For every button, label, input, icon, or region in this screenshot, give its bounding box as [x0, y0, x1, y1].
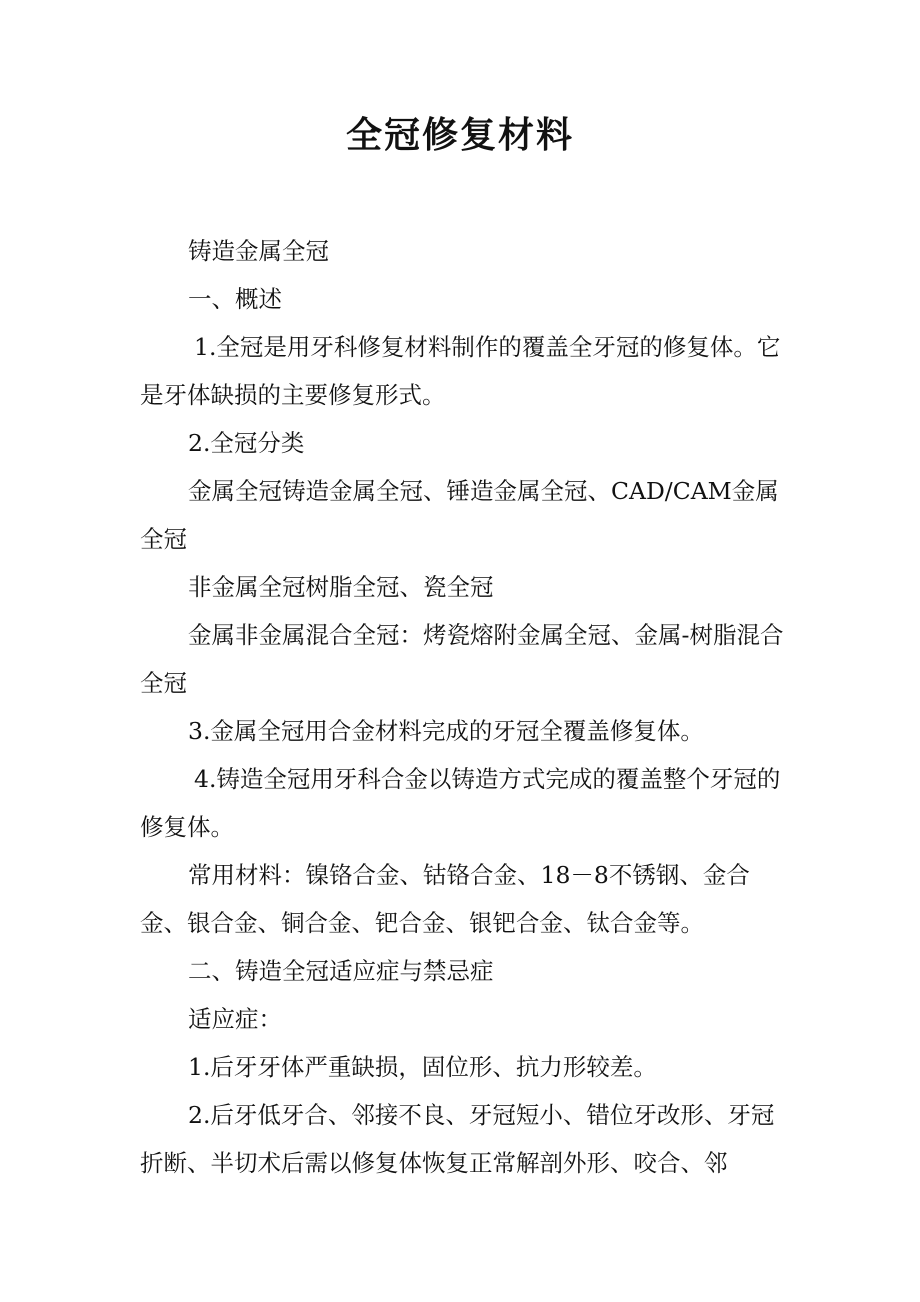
paragraph-indications-label: 适应症：: [188, 1005, 282, 1033]
section-heading-overview: 一、概述: [188, 285, 282, 313]
paragraph-indication-1: 1.后牙牙体严重缺损，固位形、抗力形较差。: [188, 1053, 657, 1081]
paragraph-classification-heading: 2.全冠分类: [188, 429, 305, 457]
section-heading-indications: 二、铸造全冠适应症与禁忌症: [188, 957, 494, 985]
paragraph-definition: 1.全冠是用牙科修复材料制作的覆盖全牙冠的修复体。它是牙体缺损的主要修复形式。: [140, 333, 781, 409]
section-heading-casting-crown: 铸造金属全冠: [188, 237, 329, 265]
paragraph-mixed-crowns: 金属非金属混合全冠：烤瓷熔附金属全冠、金属-树脂混合全冠: [140, 621, 784, 697]
paragraph-common-materials: 常用材料：镍铬合金、钴铬合金、18－8不锈钢、金合金、银合金、铜合金、钯合金、银钯合金、钛合金等。: [140, 861, 750, 937]
document-title: 全冠修复材料: [345, 115, 574, 156]
paragraph-nonmetal-crowns: 非金属全冠树脂全冠、瓷全冠: [188, 573, 494, 601]
paragraph-cast-crown-definition: 4.铸造全冠用牙科合金以铸造方式完成的覆盖整个牙冠的修复体。: [140, 765, 781, 841]
paragraph-indication-2: 2.后牙低牙合、邻接不良、牙冠短小、错位牙改形、牙冠折断、半切术后需以修复体恢复正常解剖外形、咬合、邻: [140, 1101, 775, 1177]
paragraph-metal-crown-definition: 3.金属全冠用合金材料完成的牙冠全覆盖修复体。: [188, 717, 704, 745]
document-body: [140, 227, 785, 1187]
paragraph-metal-crowns: 金属全冠铸造金属全冠、锤造金属全冠、CAD/CAM金属全冠: [140, 477, 779, 553]
